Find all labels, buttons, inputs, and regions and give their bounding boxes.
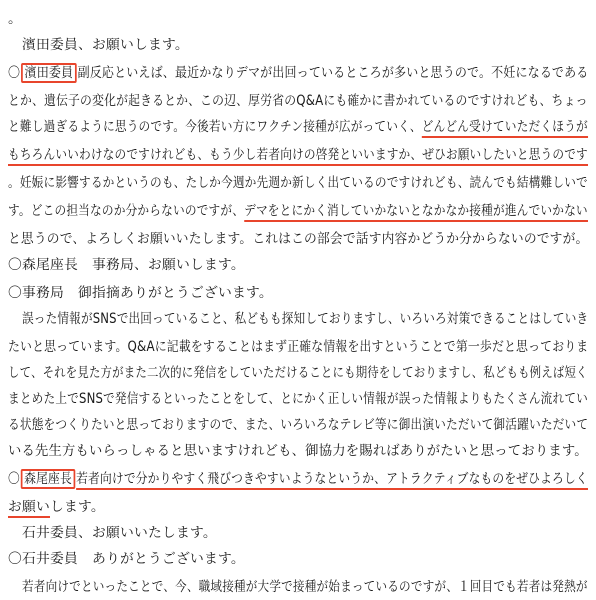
text-run: いる先生方もいらっしゃると思いますけれども、御協力を賜ればありがたいと思っております。 — [8, 443, 588, 459]
text-run: たいと思っています。Q&Aに記載をすることはまず正確な情報を出すということで第一歩だと思っておりま — [8, 339, 589, 355]
speaker-line — [8, 466, 588, 492]
text-line — [8, 438, 588, 464]
text-run: る状態をつくりたいと思っておりますので、また、いろいろなテレビ等に御出演いただいて御活躍いただいて — [8, 417, 589, 433]
underlined-text: お願い — [8, 499, 50, 518]
text-run: 濱田委員、お願いします。 — [22, 37, 189, 53]
text-run: まとめた上でSNSで発信するといったことをして、とにかく正しい情報が誤った情報よりもたくさん流れてい — [8, 391, 589, 407]
text-line — [22, 32, 189, 58]
text-line — [8, 6, 22, 32]
underlined-text: デマをとにかく消していかないとなかなか接種が進んでいかない — [244, 203, 588, 222]
text-run: して、それを見た方がまた二次的に発信をしていただけることにも期待をしておりますし、私どもも例えば短く — [8, 365, 588, 381]
speaker-line — [8, 252, 245, 278]
speaker-line — [8, 280, 273, 306]
text-line — [8, 198, 588, 224]
text-run: 若者向けでといったことで、今、職域接種が大学で接種が始まっているのですが、１回目でも若者は発熱が — [22, 579, 588, 595]
text-line — [8, 88, 588, 114]
text-line — [8, 142, 588, 168]
text-line — [22, 306, 588, 332]
text-line — [8, 170, 588, 196]
text-line — [8, 360, 588, 386]
text-line — [8, 114, 588, 140]
text-run: 石井委員、お願いいたします。 — [22, 525, 217, 541]
text-line — [8, 494, 105, 520]
speaker-line — [8, 60, 588, 86]
text-run: 〇事務局 御指摘ありがとうございます。 — [8, 285, 273, 301]
text-run: 誤った情報がSNSで出回っていること、私どもも探知しておりますし、いろいろ対策できることはしていき — [22, 311, 589, 327]
text-line — [22, 574, 588, 600]
text-line — [8, 226, 588, 252]
speaker-name-boxed: 濱田委員 — [21, 63, 77, 83]
text-run: と難し過ぎるように思うのです。今後若い方にワクチン接種が広がっていく、 — [8, 119, 422, 135]
text-run: 。 — [8, 11, 22, 27]
speaker-mark: 〇 — [8, 471, 20, 487]
text-run: 〇森尾座長 事務局、お願いします。 — [8, 257, 245, 273]
text-run: とか、遺伝子の変化が起きるとか、この辺、厚労省のQ&Aにも確かに書かれているのですけれども、ちょっ — [8, 93, 588, 109]
text-run: 副反応といえば、最近かなりデマが出回っているところが多いと思うので。不妊になるである — [77, 65, 589, 81]
text-line — [8, 334, 588, 360]
text-run: 〇石井委員 ありがとうございます。 — [8, 551, 245, 567]
text-run: します。 — [50, 499, 105, 515]
document-page — [8, 0, 588, 596]
cropped-previous-line — [8, 0, 588, 2]
text-run: す。どこの担当なのか分からないのですが、 — [8, 203, 245, 219]
text-line — [22, 520, 217, 546]
underlined-text: 若者向けで分かりやすく飛びつきやすいようなというか、アトラクティブなものをぜひよろしく — [76, 471, 588, 490]
underlined-text: どんどん受けていただくほうが — [422, 119, 588, 138]
speaker-name-boxed: 森尾座長 — [21, 469, 76, 489]
speaker-line — [8, 546, 245, 572]
text-line — [8, 412, 588, 438]
text-run: と思うので、よろしくお願いいたします。これはこの部会で話す内容かどうか分からないのですが。 — [8, 231, 589, 247]
underlined-text: もちろんいいわけなのですけれども、もう少し若者向けの啓発といいますか、ぜひお願いしたいと思うのです — [8, 147, 588, 166]
speaker-mark: 〇 — [8, 65, 21, 81]
text-line — [8, 386, 588, 412]
text-run: 。妊娠に影響するかというのも、たしか今週か先週か新しく出ているのですけれども、読んでも結構難しいで — [8, 175, 588, 191]
